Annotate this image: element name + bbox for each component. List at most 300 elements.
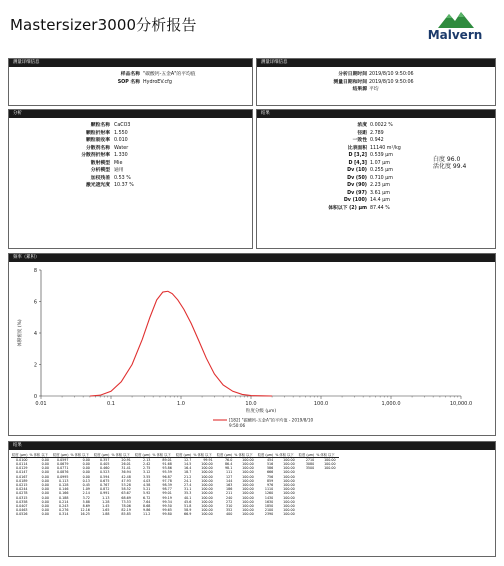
size-cell: 0.0526 — [15, 512, 28, 517]
percent-cell: 100.00 — [201, 487, 213, 492]
field-label: 分析日期时间 — [338, 72, 367, 77]
y-tick-label: 0 — [33, 393, 37, 400]
percent-cell: 100.00 — [242, 495, 254, 500]
percent-cell: 100.00 — [242, 478, 254, 483]
percent-cell: 100.00 — [242, 462, 254, 467]
percent-cell: 100.00 — [283, 512, 295, 517]
size-cell: 0.0114 — [15, 462, 28, 467]
percent-cell: 98.39 — [162, 483, 172, 488]
size-cell: 1.65 — [102, 508, 110, 513]
field-label: 测量日期和时间 — [333, 79, 367, 85]
percent-cell: 0.45 — [82, 483, 90, 488]
size-cell: 1110 — [264, 487, 274, 492]
percent-cell: 100.00 — [201, 508, 213, 513]
percent-cell: 100.00 — [283, 462, 295, 467]
percent-cell: 53.28 — [121, 483, 131, 488]
size-cell: 400 — [226, 512, 233, 517]
size-cell: 7.64 — [143, 499, 151, 504]
size-cell: 0.460 — [99, 466, 110, 471]
field-value: 2.23 μm — [370, 183, 390, 188]
size-cell — [298, 512, 316, 516]
size-cell: 0.0597 — [56, 458, 69, 462]
y-tick-label: 4 — [33, 330, 37, 337]
size-cell: 0.0189 — [15, 478, 28, 483]
column-header: 粒度 (μm) — [298, 453, 315, 457]
percent-cell: 0.00 — [41, 478, 49, 483]
percent-cell: 100.00 — [242, 487, 254, 492]
field-value: 0.010 — [114, 138, 128, 143]
size-cell: 0.314 — [59, 512, 69, 517]
field-label: SOP 名称 — [117, 79, 140, 85]
size-cell: 0.0358 — [15, 499, 28, 504]
percent-cell: 0.00 — [41, 491, 49, 496]
size-cell: 76.0 — [224, 458, 233, 462]
size-cell: 2710 — [305, 458, 315, 462]
percent-cell: 5.88 — [82, 499, 90, 504]
percent-cell: 100.00 — [201, 495, 213, 500]
percent-cell: 100.00 — [242, 466, 254, 471]
field-value: 3.61 μm — [370, 190, 390, 196]
x-tick-label: 100.0 — [313, 401, 329, 407]
sop-name-row — [9, 79, 252, 87]
analysis-row — [9, 182, 252, 190]
size-cell: 310 — [226, 503, 233, 508]
size-cell: 1.45 — [102, 503, 110, 508]
percent-cell: 3.72 — [82, 495, 90, 500]
size-cell: 666 — [266, 470, 274, 475]
y-axis-label: 体积密度 (%) — [18, 319, 23, 347]
size-cell: 0.0278 — [15, 491, 28, 496]
percent-cell: 82.19 — [121, 508, 131, 513]
size-cell: 98.1 — [224, 466, 233, 471]
legend-time: 9:50:06 — [229, 423, 246, 428]
analysis-row — [9, 160, 252, 168]
size-cell: 0.0995 — [56, 474, 69, 479]
percent-cell: 96.87 — [162, 474, 172, 479]
analysis-row — [9, 167, 252, 175]
x-axis-label: 粒度分级 (μm) — [245, 409, 277, 414]
size-cell: 0.166 — [59, 491, 69, 496]
percent-cell: 99.65 — [162, 508, 172, 513]
size-cell: 45.6 — [184, 499, 192, 504]
percent-cell: 100.00 — [283, 470, 295, 475]
analysis-heading: 分析 — [9, 110, 252, 118]
percent-cell: 100.00 — [201, 499, 213, 504]
size-cell: 0.872 — [99, 487, 110, 492]
size-cell: 66.9 — [184, 512, 192, 517]
size-cell: 31.1 — [184, 487, 192, 492]
percent-cell: 99.50 — [162, 503, 172, 508]
percent-cell: 100.00 — [283, 474, 295, 479]
sample-details-list — [9, 71, 252, 86]
table-row — [11, 512, 339, 516]
column-header: % 体积 以下 — [233, 452, 256, 458]
size-cell: 859 — [266, 478, 274, 483]
logo-text: Malvern — [427, 28, 483, 42]
field-label: D [3,2] — [348, 153, 367, 158]
side-notes — [433, 156, 466, 171]
column-header: 粒度 (μm) — [93, 453, 110, 457]
frequency-chart-panel — [8, 253, 496, 436]
results-table-panel — [8, 441, 496, 557]
percent-cell: 100.00 — [201, 512, 213, 517]
percent-cell: 0.00 — [41, 474, 49, 479]
field-value: "碳酸钙-五金A"的平均值 — [143, 72, 196, 77]
field-value: 10.37 % — [114, 183, 134, 188]
size-cell: 0.0876 — [56, 470, 69, 475]
analysis-row — [9, 175, 252, 183]
size-cell: 0.276 — [59, 508, 69, 513]
percent-cell: 91.68 — [162, 462, 172, 467]
legend-label: [182] "碳酸钙-五金A"的平均值 - 2019/8/10 — [229, 417, 314, 423]
percent-cell: 100.00 — [283, 483, 295, 488]
column-header: % 体积 以下 — [192, 452, 215, 458]
field-value: 87.44 % — [370, 205, 390, 211]
field-label: 加权残差 — [90, 175, 110, 181]
percent-cell: 100.00 — [242, 508, 254, 513]
field-value: 0.942 — [370, 138, 384, 143]
size-cell: 3.55 — [143, 474, 151, 479]
field-label: 结果源 — [352, 87, 367, 92]
size-cell: 4.03 — [143, 478, 151, 483]
distribution-series-line — [90, 291, 272, 396]
percent-cell: 8.69 — [82, 503, 90, 508]
percent-cell: 100.00 — [201, 474, 213, 479]
percent-cell: 100.00 — [242, 499, 254, 504]
size-cell: 0.594 — [99, 474, 110, 479]
analysis-row — [9, 145, 252, 153]
field-value: 2019/8/10 9:50:06 — [369, 79, 414, 85]
result-row — [257, 190, 495, 198]
percent-cell: 100.00 — [201, 470, 213, 475]
x-tick-label: 1,000.0 — [381, 401, 401, 407]
percent-cell: 100.00 — [242, 470, 254, 475]
percent-cell: 100.00 — [283, 508, 295, 513]
field-value: 14.4 μm — [370, 198, 390, 203]
column-header: 粒度 (μm) — [52, 453, 69, 457]
field-value: 1.550 — [114, 130, 128, 136]
analysis-row — [9, 137, 252, 145]
sample-name-row — [9, 71, 252, 79]
field-label: Dv (100) — [343, 198, 367, 203]
percent-cell: 47.93 — [121, 478, 131, 483]
percent-cell: 0.00 — [82, 462, 90, 467]
percent-cell: 78.06 — [121, 503, 131, 508]
x-tick-label: 10.0 — [245, 401, 257, 407]
frequency-chart-heading: 频率（累积） — [9, 254, 495, 262]
size-cell: 2390 — [264, 512, 274, 517]
size-cell: 6.72 — [143, 495, 151, 500]
field-label: D [4,3] — [348, 160, 367, 166]
percent-cell: 100.00 — [283, 458, 295, 462]
y-tick-label: 2 — [33, 362, 37, 369]
size-cell: 0.0100 — [15, 458, 28, 462]
size-cell: 454 — [266, 458, 274, 462]
column-header: % 体积 以下 — [110, 452, 133, 458]
size-cell: 0.243 — [59, 503, 69, 508]
size-cell: 186 — [226, 487, 233, 492]
results-table-heading: 结果 — [9, 442, 495, 450]
size-cell: 0.357 — [99, 458, 110, 462]
percent-cell: 0.00 — [41, 495, 49, 500]
x-tick-label: 0.1 — [107, 401, 115, 407]
size-cell: 0.128 — [59, 483, 69, 488]
percent-cell: 26.01 — [121, 462, 131, 467]
percent-cell: 100.00 — [242, 503, 254, 508]
percent-cell: 0.00 — [41, 470, 49, 475]
size-cell: 211 — [226, 491, 233, 496]
percent-cell: 100.00 — [242, 512, 254, 517]
field-label: 分散剂名称 — [86, 145, 110, 151]
frequency-chart — [9, 254, 495, 435]
measurement-date-row — [257, 79, 495, 87]
percent-cell: 100.00 — [242, 483, 254, 488]
percent-cell: 100.00 — [242, 474, 254, 479]
results-panel — [256, 109, 496, 249]
column-header: % 体积 以下 — [151, 452, 174, 458]
column-header: % 体积 以下 — [315, 452, 338, 458]
field-value: HydroEV.cfg — [143, 79, 172, 85]
size-cell: 40.1 — [184, 495, 192, 500]
result-row — [257, 205, 495, 213]
malvern-logo — [416, 8, 494, 44]
size-cell: 144 — [226, 478, 233, 483]
measurement-details-list — [257, 71, 495, 94]
result-row — [257, 197, 495, 205]
percent-cell: 68.69 — [121, 495, 131, 500]
percent-cell — [315, 512, 338, 516]
size-cell: 21.2 — [184, 474, 192, 479]
percent-cell: 2.14 — [82, 491, 90, 496]
field-label: Dv (10) — [347, 168, 367, 173]
percent-cell: 0.00 — [82, 470, 90, 475]
result-row — [257, 137, 495, 145]
percent-cell: 63.67 — [121, 491, 131, 496]
analysis-row — [9, 152, 252, 160]
percent-cell: 100.00 — [283, 466, 295, 471]
analysis-date-row — [257, 71, 495, 79]
size-cell: 3.12 — [143, 470, 151, 475]
results-heading: 结果 — [257, 110, 495, 118]
size-cell: 35.3 — [184, 491, 192, 496]
field-label: Dv (50) — [347, 175, 367, 181]
size-cell: 0.675 — [99, 478, 110, 483]
measurement-details-panel — [256, 58, 496, 106]
field-label: 样品名称 — [120, 72, 140, 77]
analysis-list — [9, 122, 252, 190]
y-tick-label: 8 — [33, 267, 37, 274]
field-value: 平均 — [369, 87, 379, 92]
size-cell: 0.146 — [59, 487, 69, 492]
size-cell: 5.21 — [143, 487, 151, 492]
size-cell: 0.0147 — [15, 470, 28, 475]
field-value: 2.789 — [370, 130, 384, 136]
percent-cell: 93.86 — [162, 466, 172, 471]
size-cell: 111 — [226, 470, 233, 475]
size-cell: 5.92 — [143, 491, 151, 496]
analysis-row — [9, 130, 252, 138]
size-cell: 272 — [226, 499, 233, 504]
sample-details-panel — [8, 58, 253, 106]
size-cell: 16.4 — [184, 466, 192, 471]
field-label: 浓度 — [357, 123, 367, 128]
size-cell: 0.523 — [99, 470, 110, 475]
column-header: 粒度 (μm) — [134, 453, 151, 457]
field-value: 1.07 μm — [370, 160, 390, 166]
mountain-logo-icon — [416, 8, 494, 30]
field-label: 颗粒折射率 — [86, 130, 110, 136]
percent-cell: 95.59 — [162, 470, 172, 475]
x-tick-label: 10,000.0 — [449, 401, 473, 407]
field-label: 分析模型 — [90, 168, 110, 173]
size-cell: 0.0244 — [15, 487, 28, 492]
percent-cell: 99.91 — [203, 458, 213, 462]
percent-cell: 100.00 — [201, 503, 213, 508]
size-cell: 0.767 — [99, 483, 110, 488]
y-tick-label: 6 — [33, 299, 37, 306]
size-cell: 756 — [266, 474, 274, 479]
size-cell: 0.0167 — [15, 474, 28, 479]
result-row — [257, 182, 495, 190]
percent-cell: 100.00 — [242, 458, 254, 462]
result-source-row — [257, 86, 495, 94]
size-cell: 14.5 — [184, 462, 192, 467]
size-cell: 3500 — [305, 466, 315, 471]
size-cell: 1430 — [264, 495, 274, 500]
percent-cell: 0.00 — [41, 466, 49, 471]
size-cell: 1.88 — [102, 512, 110, 517]
percent-cell: 100.00 — [242, 491, 254, 496]
field-value: Mie — [114, 160, 123, 166]
size-cell: 1260 — [264, 491, 274, 496]
field-value: CaCO3 — [114, 123, 131, 128]
field-value: 0.0022 % — [370, 123, 393, 128]
percent-cell: 100.00 — [324, 466, 336, 471]
percent-cell: 100.00 — [324, 458, 336, 462]
whiteness-note: 白度 96.0 — [433, 156, 461, 163]
percent-cell: 1.09 — [82, 487, 90, 492]
size-cell: 0.0129 — [15, 466, 28, 471]
size-cell: 8.68 — [143, 503, 151, 508]
percent-cell: 85.85 — [121, 512, 131, 517]
field-label: 体积以下 (2) μm — [328, 205, 367, 211]
field-value: 0.539 μm — [370, 153, 393, 158]
field-label: 散射模型 — [90, 160, 110, 166]
percent-cell: 0.00 — [82, 474, 90, 479]
size-cell: 1850 — [264, 503, 274, 508]
field-value: Water — [114, 145, 129, 151]
percent-cell: 0.00 — [41, 503, 49, 508]
size-cell: 127 — [226, 474, 233, 479]
size-cell: 1.28 — [102, 499, 110, 504]
percent-cell: 36.94 — [121, 470, 131, 475]
percent-cell: 100.00 — [283, 491, 295, 496]
size-cell: 0.0215 — [15, 483, 28, 488]
size-cell: 86.4 — [224, 462, 233, 467]
field-value: 0.53 % — [114, 175, 131, 181]
size-cell: 27.4 — [184, 483, 192, 488]
percent-cell: 98.77 — [162, 487, 172, 492]
percent-cell: 0.00 — [41, 487, 49, 492]
percent-cell: 73.53 — [121, 499, 131, 504]
size-cell: 0.113 — [59, 478, 69, 483]
size-cell: 0.405 — [99, 462, 110, 467]
percent-cell: 100.00 — [201, 462, 213, 467]
percent-cell: 0.00 — [82, 466, 90, 471]
field-value: 1.330 — [114, 153, 128, 158]
percent-cell: 0.00 — [41, 508, 49, 513]
analysis-row — [9, 122, 252, 130]
size-cell: 12.7 — [184, 458, 192, 462]
size-cell: 0.0407 — [15, 503, 28, 508]
field-label: 激光遮光度 — [86, 183, 110, 188]
column-header: % 体积 以下 — [69, 452, 92, 458]
field-label: 颗粒吸收率 — [86, 138, 110, 143]
size-cell: 2.42 — [143, 462, 151, 467]
percent-cell: 0.00 — [82, 458, 90, 462]
size-cell: 976 — [266, 483, 274, 488]
field-value: 0.710 μm — [370, 175, 393, 181]
size-cell: 0.0463 — [15, 508, 28, 513]
field-value: 0.255 μm — [370, 168, 393, 173]
activation-note: 活化度 99.4 — [433, 163, 467, 171]
percent-cell: 0.00 — [41, 483, 49, 488]
column-header: % 体积 以下 — [29, 452, 52, 458]
result-row — [257, 130, 495, 138]
size-cell: 352 — [226, 508, 233, 513]
percent-cell: 0.00 — [41, 458, 49, 462]
percent-cell: 89.01 — [162, 458, 172, 462]
field-label: Dv (90) — [347, 183, 367, 188]
size-cell: 3080 — [305, 462, 315, 467]
analysis-panel — [8, 109, 253, 249]
x-tick-label: 1.0 — [177, 401, 185, 407]
percent-cell: 58.52 — [121, 487, 131, 492]
size-cell: 2.75 — [143, 466, 151, 471]
page-title: Mastersizer3000分析报告 — [10, 16, 197, 34]
field-label: Dv (97) — [347, 190, 367, 196]
size-cell: 9.86 — [143, 508, 151, 513]
field-label: 颗粒名称 — [90, 123, 110, 128]
field-value: 11140 m²/kg — [370, 145, 401, 151]
size-cell: 240 — [226, 495, 233, 500]
percent-cell: 100.00 — [201, 466, 213, 471]
field-label: 一致性 — [352, 138, 367, 143]
percent-cell: 12.16 — [80, 508, 90, 513]
size-cell: 24.1 — [184, 478, 192, 483]
size-cell: 51.8 — [184, 503, 192, 508]
result-row — [257, 122, 495, 130]
field-label: 径距 — [357, 130, 367, 136]
size-cell: 1.13 — [102, 495, 110, 500]
percent-cell: 0.13 — [82, 478, 90, 483]
column-header: % 体积 以下 — [274, 452, 297, 458]
percent-cell: 100.00 — [201, 478, 213, 483]
size-cell: 58.9 — [184, 508, 192, 513]
percent-cell: 100.00 — [283, 499, 295, 504]
size-cell: 11.2 — [143, 512, 151, 517]
results-table — [11, 452, 339, 516]
percent-cell: 100.00 — [283, 487, 295, 492]
field-label: 比表面积 — [347, 145, 367, 151]
percent-cell: 20.91 — [121, 458, 131, 462]
column-header: 粒度 (μm) — [216, 453, 233, 457]
field-value: 通用 — [114, 168, 124, 173]
sample-details-heading: 测量详细信息 — [9, 59, 252, 67]
percent-cell: 100.00 — [201, 491, 213, 496]
size-cell: 0.0679 — [56, 462, 69, 467]
percent-cell: 100.00 — [283, 495, 295, 500]
